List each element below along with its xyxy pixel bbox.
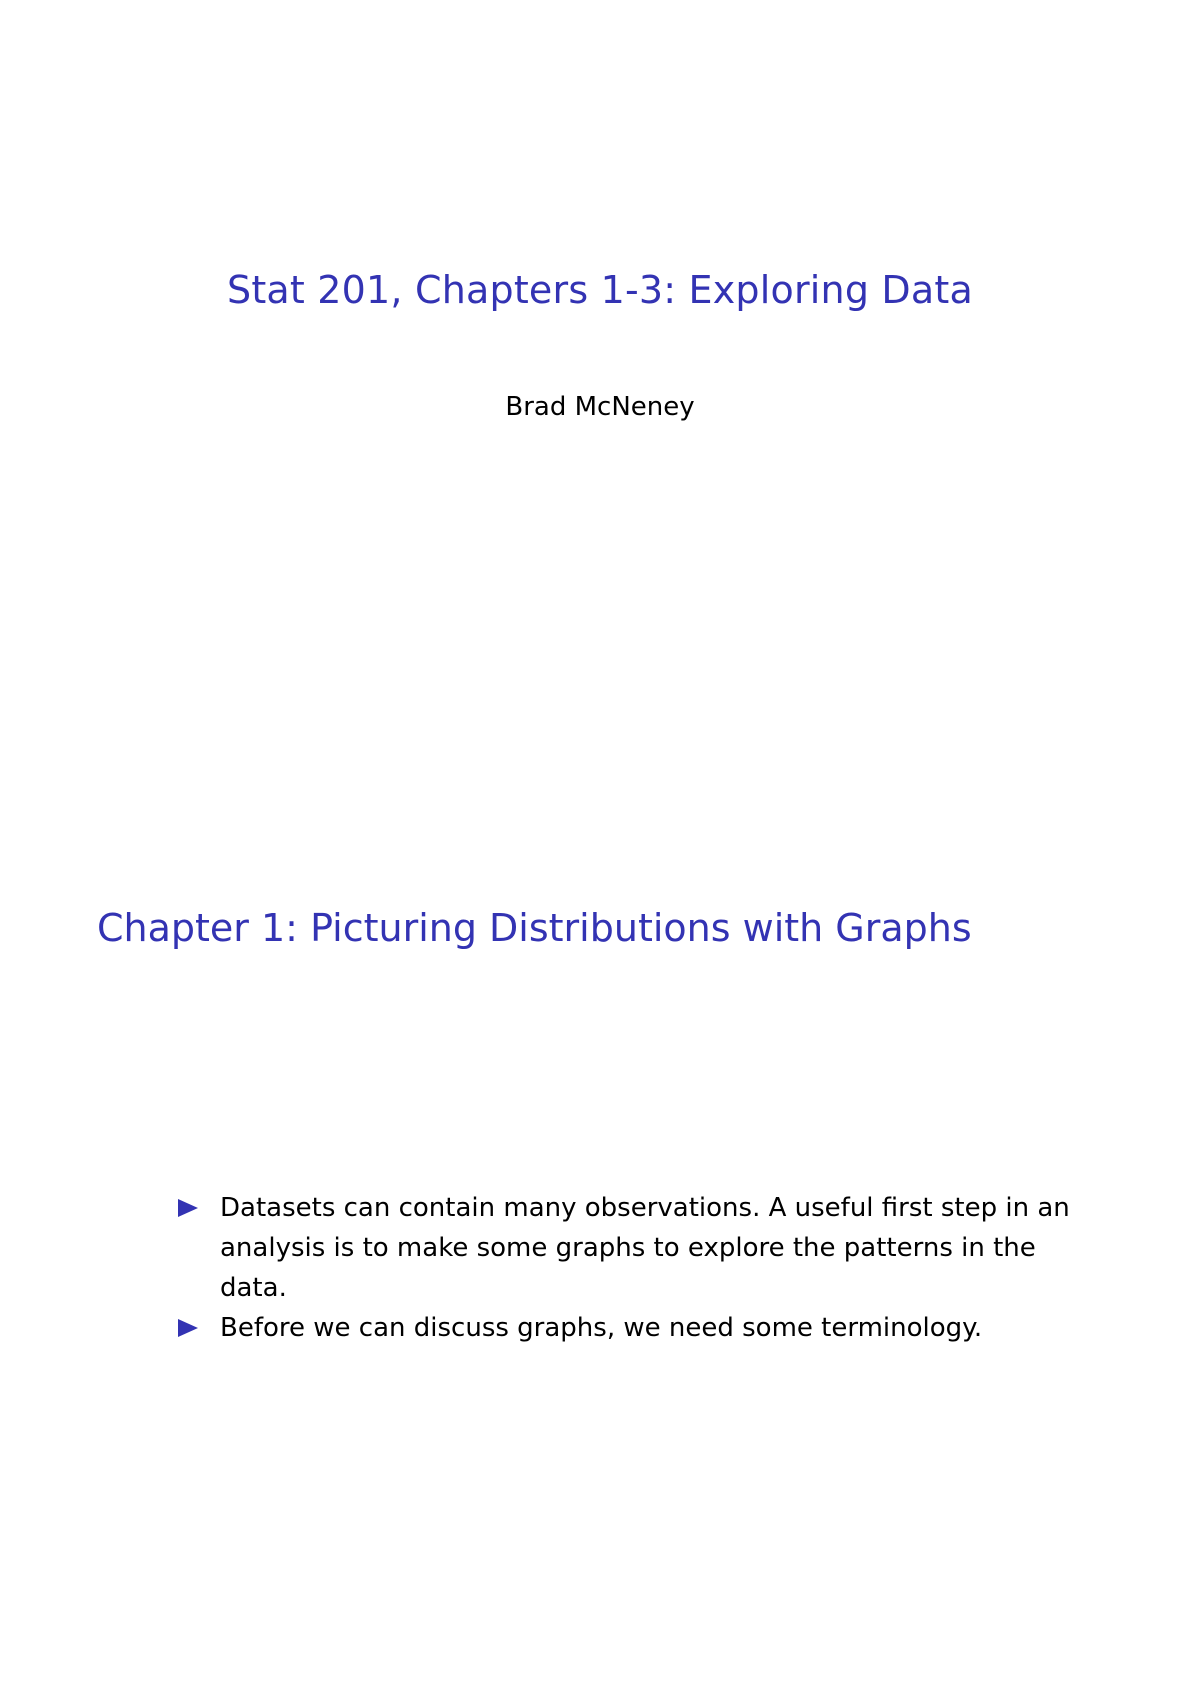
presentation-title: Stat 201, Chapters 1-3: Exploring Data	[227, 268, 973, 312]
section-slide	[0, 566, 1200, 1132]
author-name: Brad McNeney	[505, 392, 695, 422]
bullet-list	[178, 1188, 1078, 1348]
list-item	[178, 1308, 1078, 1348]
list-item	[178, 1188, 1078, 1308]
triangle-bullet-icon	[178, 1199, 198, 1217]
content-slide	[0, 1132, 1200, 1698]
title-slide	[0, 0, 1200, 566]
triangle-bullet-icon	[178, 1319, 198, 1337]
bullet-text: Before we can discuss graphs, we need some terminology.	[220, 1313, 983, 1343]
bullet-text: Datasets can contain many observations. A useful first step in an analysis is to make some graphs to explore the patterns in the data.	[220, 1193, 1070, 1303]
section-heading: Chapter 1: Picturing Distributions with Graphs	[97, 906, 972, 950]
